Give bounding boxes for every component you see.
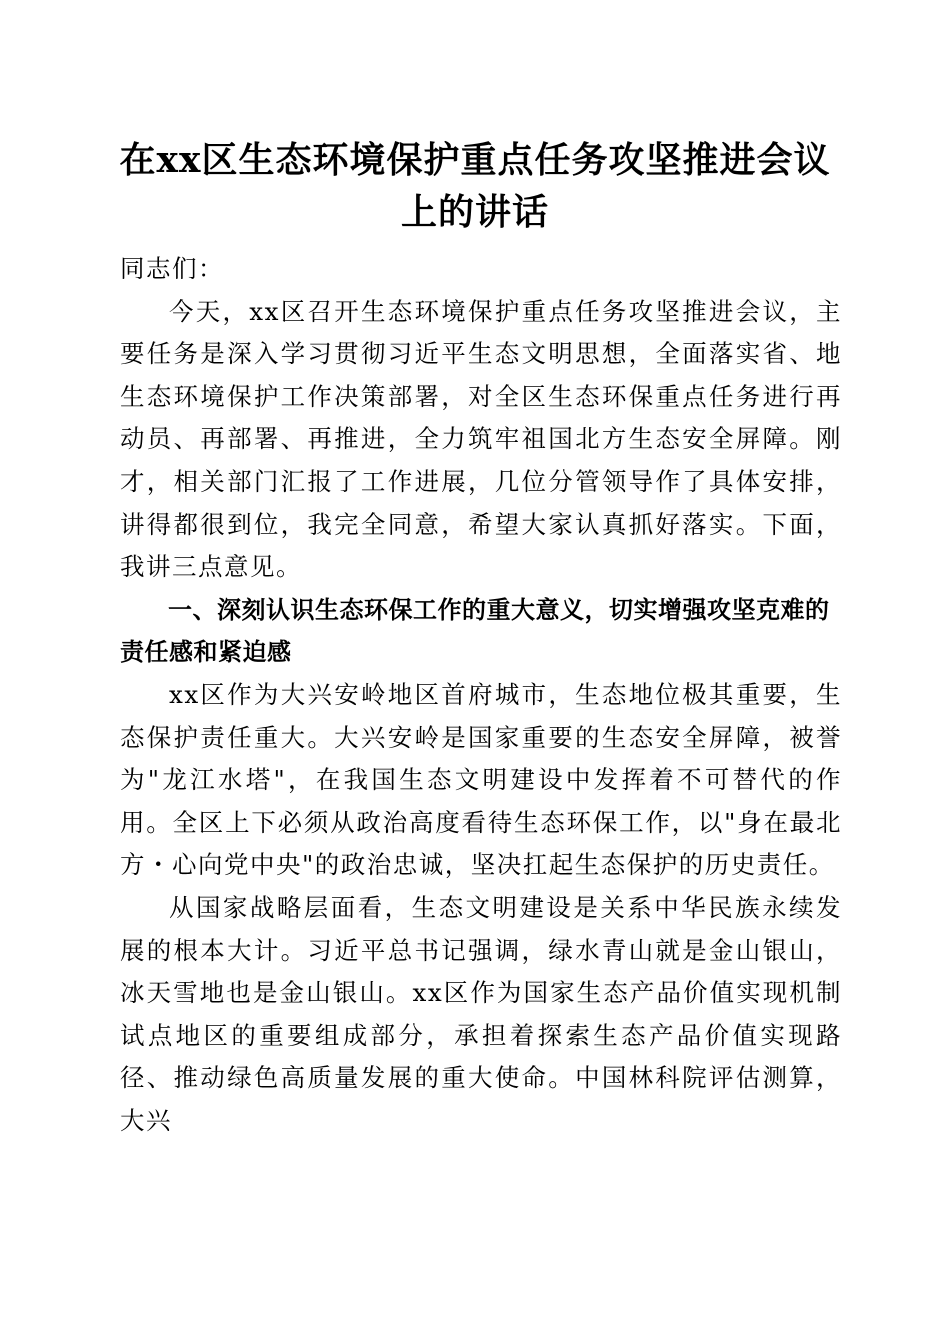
document-body <box>120 248 842 1142</box>
document-title <box>110 134 840 238</box>
section-1-heading: 一、深刻认识生态环保工作的重大意义，切实增强攻坚克难的责任感和紧迫感 <box>120 595 830 667</box>
salutation: 同志们： <box>120 254 224 283</box>
title-line-1: 在xx区生态环境保护重点任务攻坚推进会议 <box>119 139 831 181</box>
section-1-paragraph-2: 从国家战略层面看，生态文明建设是关系中华民族永续发展的根本大计。习近平总书记强调，绿水青山就是金山银山，冰天雪地也是金山银山。xx区作为国家生态产品价值实现机制试点地区的重要组成部分，承担着探索生态产品价值实现路径、推动绿色高质量发展的重大使命。中国林科院评估测算，大兴 <box>120 892 842 1135</box>
title-line-2: 上的讲话 <box>400 191 549 233</box>
intro-paragraph: 今天，xx区召开生态环境保护重点任务攻坚推进会议，主要任务是深入学习贯彻习近平生态文明思想，全面落实省、地生态环境保护工作决策部署，对全区生态环保重点任务进行再动员、再部署、再推进，全力筑牢祖国北方生态安全屏障。刚才，相关部门汇报了工作进展，几位分管领导作了具体安排，讲得都很到位，我完全同意，希望大家认真抓好落实。下面，我讲三点意见。 <box>120 296 842 582</box>
section-1-paragraph-1: xx区作为大兴安岭地区首府城市，生态地位极其重要，生态保护责任重大。大兴安岭是国家重要的生态安全屏障，被誉为"龙江水塔"，在我国生态文明建设中发挥着不可替代的作用。全区上下必须从政治高度看待生态环保工作，以"身在最北方・心向党中央"的政治忠诚，坚决扛起生态保护的历史责任。 <box>120 679 842 880</box>
